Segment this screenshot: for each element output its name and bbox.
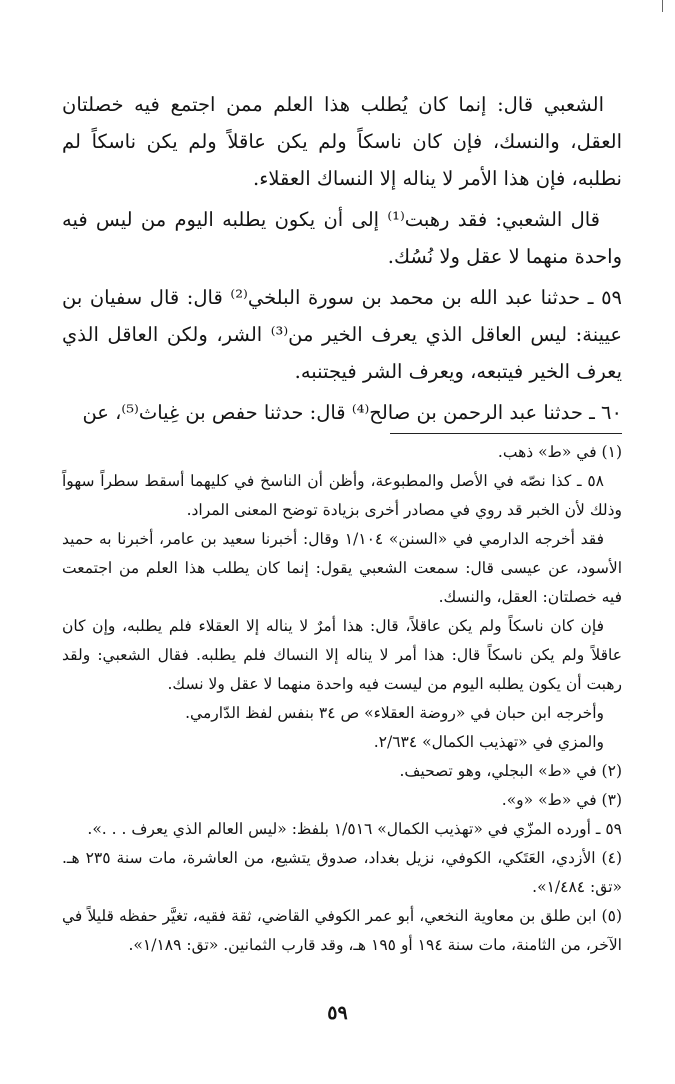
footnote-1: (١) في «ط» ذهب. (497, 443, 622, 461)
paragraph-1: الشعبي قال: إنما كان يُطلب هذا العلم ممن اجتمع فيه خصلتان العقل، والنسك، فإن كان ناسكاً ولم يكن عاقلاً ولم يكن ناسكاً لم نطلبه، فإن هذا الأمر لا يناله إلا النساك العقلاء. (62, 93, 622, 190)
hadith-59: ٥٩ ـ حدثنا عبد الله بن محمد بن سورة البلخي⁽²⁾ قال: قال سفيان بن عيينة: ليس العاقل الذي يعرف الخير من⁽³⁾ الشر، ولكن العاقل الذي يعرف الخير فيتبعه، ويعرف الشر فيجتنبه. (62, 286, 623, 383)
paragraph-2: قال الشعبي: فقد رهبت⁽¹⁾ إلى أن يكون يطلبه اليوم من ليس فيه واحدة منهما لا عقل ولا نُسُك. (62, 208, 622, 268)
page-content (62, 86, 622, 960)
footnote-3: (٣) في «ط» «و». (501, 791, 622, 809)
footnotes (62, 438, 622, 960)
footnote-5: (٥) ابن طلق بن معاوية النخعي، أبو عمر الكوفي القاضي، ثقة فقيه، تغيَّر حفظه قليلاً في الآخر، من الثامنة، مات سنة ١٩٤ أو ١٩٥ هـ، وقد قارب الثمانين. «تق: ١/١٨٩». (62, 907, 622, 954)
footnote-2: (٢) في «ط» البجلي، وهو تصحيف. (399, 762, 622, 780)
footnote-ibn-hibban: وأخرجه ابن حبان في «روضة العقلاء» ص ٣٤ بنفس لفظ الدّارمي. (185, 704, 604, 722)
footnote-continuation: فإن كان ناسكاً ولم يكن عاقلاً، قال: هذا أمرٌ لا يناله إلا العقلاء فلم يطلبه، وإن كان عاقلاً ولم يكن ناسكاً قال: هذا أمر لا يناله إلا النساك فلم يطلبه. فقال الشعبي: ولقد رهبت أن يكون يطلبه اليوم من ليست فيه واحدة منهما لا عقل ولا نسك. (62, 617, 622, 693)
footnote-note-59: ٥٩ ـ أورده المزّي في «تهذيب الكمال» ١/٥١٦ بلفظ: «ليس العالم الذي يعرف . . .». (87, 820, 622, 838)
footnote-4: (٤) الأزدي، العَتَكي، الكوفي، نزيل بغداد، صدوق يتشيع، من العاشرة، مات سنة ٢٣٥ هـ. «تق: ١/٤٨٤». (62, 849, 622, 896)
footnote-separator (390, 433, 622, 434)
footnote-darimi: فقد أخرجه الدارمي في «السنن» ١/١٠٤ وقال: أخبرنا سعيد بن عامر، أخبرنا به حميد الأسود، عن عيسى قال: سمعت الشعبي يقول: إنما كان يطلب هذا العلم من اجتمعت فيه خصلتان: العقل، والنسك. (62, 530, 623, 606)
main-text (62, 86, 622, 431)
footnote-mizzi: والمزي في «تهذيب الكمال» ٢/٦٣٤. (373, 733, 604, 751)
page-edge-mark (662, 0, 663, 12)
hadith-60: ٦٠ ـ حدثنا عبد الرحمن بن صالح⁽⁴⁾ قال: حدثنا حفص بن غِياث⁽⁵⁾، عن (82, 401, 622, 424)
page-number: ٥٩ (327, 1002, 348, 1024)
footnote-note-58: ٥٨ ـ كذا نصّه في الأصل والمطبوعة، وأظن أن الناسخ في كليهما أسقط سطراً سهواً وذلك لأن الخبر قد روي في مصادر أخرى بزيادة توضح المعنى المراد. (62, 472, 622, 519)
